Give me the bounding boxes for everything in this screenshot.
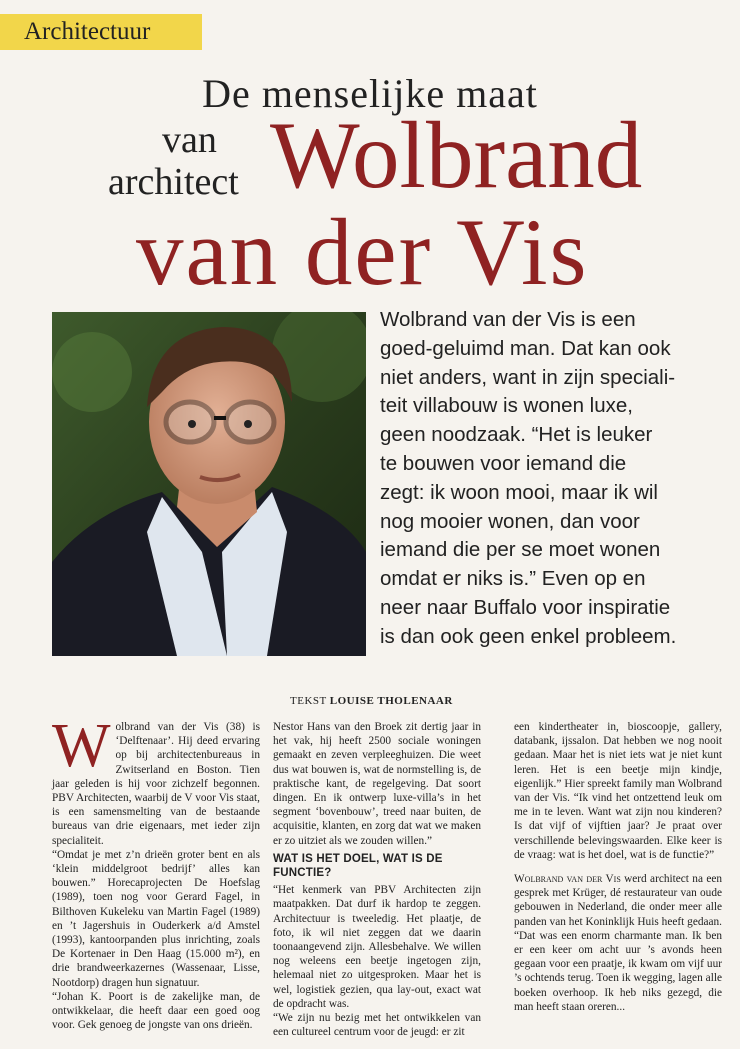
small-caps-lead: Wolbrand van der Vis: [514, 873, 621, 886]
byline-author: LOUISE THOLENAAR: [329, 695, 453, 707]
headline-line1: De menselijke maat: [202, 71, 538, 116]
intro-line: goed-geluimd man. Dat kan ook: [380, 336, 671, 360]
intro-line: geen noodzaak. “Het is leuker: [380, 423, 653, 447]
body-paragraph: “Johan K. Poort is de zakelijke man, de ontwikkelaar, die heeft daar een goed oog voor. Gek genoeg de jongste van ons drieën.: [52, 990, 260, 1032]
byline-label: TEKST: [290, 695, 327, 707]
subheading: WAT IS HET DOEL, WAT IS DE FUNCTIE?: [273, 852, 443, 880]
intro-line: Wolbrand van der Vis is een: [380, 308, 636, 331]
paragraph-text: werd architect na een gesprek met Krüger, dé restaurateur van oude gebouwen in Nederland, die onder meer alle panden van het Koninklijk Huis heeft gedaan. “Dat was een enorm charmante man. Ik ben er een keer om acht uur ’s avonds heen gegaan voor een praatje, ik kwam om vijf uur ’s ochtends terug. Toen ik wegging, lagen alle boeken overhoop. Ik heb niks gezegd, die man heeft staan oreren...: [514, 873, 722, 1013]
article-column-1: [52, 712, 260, 1032]
headline-architect: architect: [108, 161, 239, 203]
intro-line: zegt: ik woon mooi, maar ik wil: [380, 480, 658, 504]
section-tag-label: Architectuur: [24, 18, 151, 45]
intro-line: te bouwen voor iemand die: [380, 451, 627, 475]
article-column-2: [273, 720, 481, 1039]
article-column-3: [514, 720, 722, 1014]
intro-line: neer naar Buffalo voor inspiratie: [380, 595, 671, 619]
byline: [290, 695, 453, 707]
intro-line: is dan ook geen enkel probleem.: [380, 624, 677, 648]
intro-line: teit villabouw is wonen luxe,: [380, 394, 633, 418]
body-paragraph: “We zijn nu bezig met het ontwikkelen van een cultureel centrum voor de jeugd: er zit: [273, 1012, 481, 1039]
body-paragraph: “Het kenmerk van PBV Architecten zijn maatpakken. Dat durf ik hardop te zeggen. Architectuur is tweeledig. Het plaatje, de foto, ik wil niet zeggen dat we daarin toonaangevend zijn. Allesbehalve. We willen nog weleens een beetje ingetogen zijn, helemaal niet zo uitgesproken. Maar het is wel, logistiek gezien, qua lay-out, exact wat de opdracht was.: [273, 884, 481, 1010]
intro-line: iemand die per se moet wonen: [380, 538, 661, 562]
intro-line: niet anders, want in zijn speciali-: [380, 365, 676, 389]
headline-name-first: Wolbrand: [270, 102, 643, 208]
headline-name-last: van der Vis: [136, 199, 589, 305]
headline-van: van: [162, 119, 217, 161]
body-paragraph: Nestor Hans van den Broek zit dertig jaar in het vak, hij heeft 2500 sociale woningen gemaakt en zeven verpleeghuizen. Die weet dus wat bouwen is, wat de normstelling is, de praktische kant, de regelgeving. Dat soort dingen. En ik ontwerp luxe-villa’s in het segment ‘bovenbouw’, treed naar buiten, de acquisitie, klanten, en zorg dat wat we maken er zo uitziet als we zouden willen.”: [273, 721, 481, 847]
body-paragraph: [514, 872, 722, 1014]
drop-cap: W: [52, 712, 111, 780]
paragraph-text: olbrand van der Vis (38) is ‘Delftenaar’. Hij deed ervaring op bij architectenbureaus in Zwitserland en Boston. Tien jaar geleden is hij voor zichzelf begonnen. PBV Architecten, waarbij de V voor Vis staat, is een samensmelting van de bestaande bureaus van drie eigenaars, met ieder zijn specialiteit.: [52, 721, 260, 847]
body-paragraph: “Omdat je met z’n drieën groter bent en als ‘klein middelgroot bedrijf’ alles kan bouwen.” Horecaprojecten De Hoefslag (1989), toen nog voor Gerard Fagel, in Bilthoven Kukeleku van Martin Fagel (1989) en ’t Jagershuis in Ouderkerk a/d Amstel (1993), kantoorpanden plus inrichting, zoals De Kortenaer in Den Haag (15.000 m²), en drie brandweerkazernes (Wassenaar, Lisse, Nootdorp) dragen hun signatuur.: [52, 848, 260, 989]
section-tag: [0, 14, 202, 50]
body-paragraph: een kindertheater in, bioscoopje, gallery, databank, ijssalon. Dat hebben we nog nooit gedaan. Maar het is niet iets wat je niet kunt leren. Het is een beetje mijn kindje, eigenlijk.” Hier spreekt family man Wolbrand van der Vis. “Ik vind het ontzettend leuk om me in te leven. Want wat zijn nou kinderen? Is dat vijf of vijftien jaar? Je praat over verschillende belevingswaarden. Elke keer is de vraag: wat is het doel, wat is de functie?”: [514, 721, 722, 861]
intro-paragraph: [380, 306, 700, 652]
intro-line: omdat er niks is.” Even op en: [380, 567, 646, 591]
body-paragraph: [52, 712, 260, 848]
portrait-photo: [52, 312, 366, 656]
intro-line: nog mooier wonen, dan voor: [380, 509, 640, 533]
